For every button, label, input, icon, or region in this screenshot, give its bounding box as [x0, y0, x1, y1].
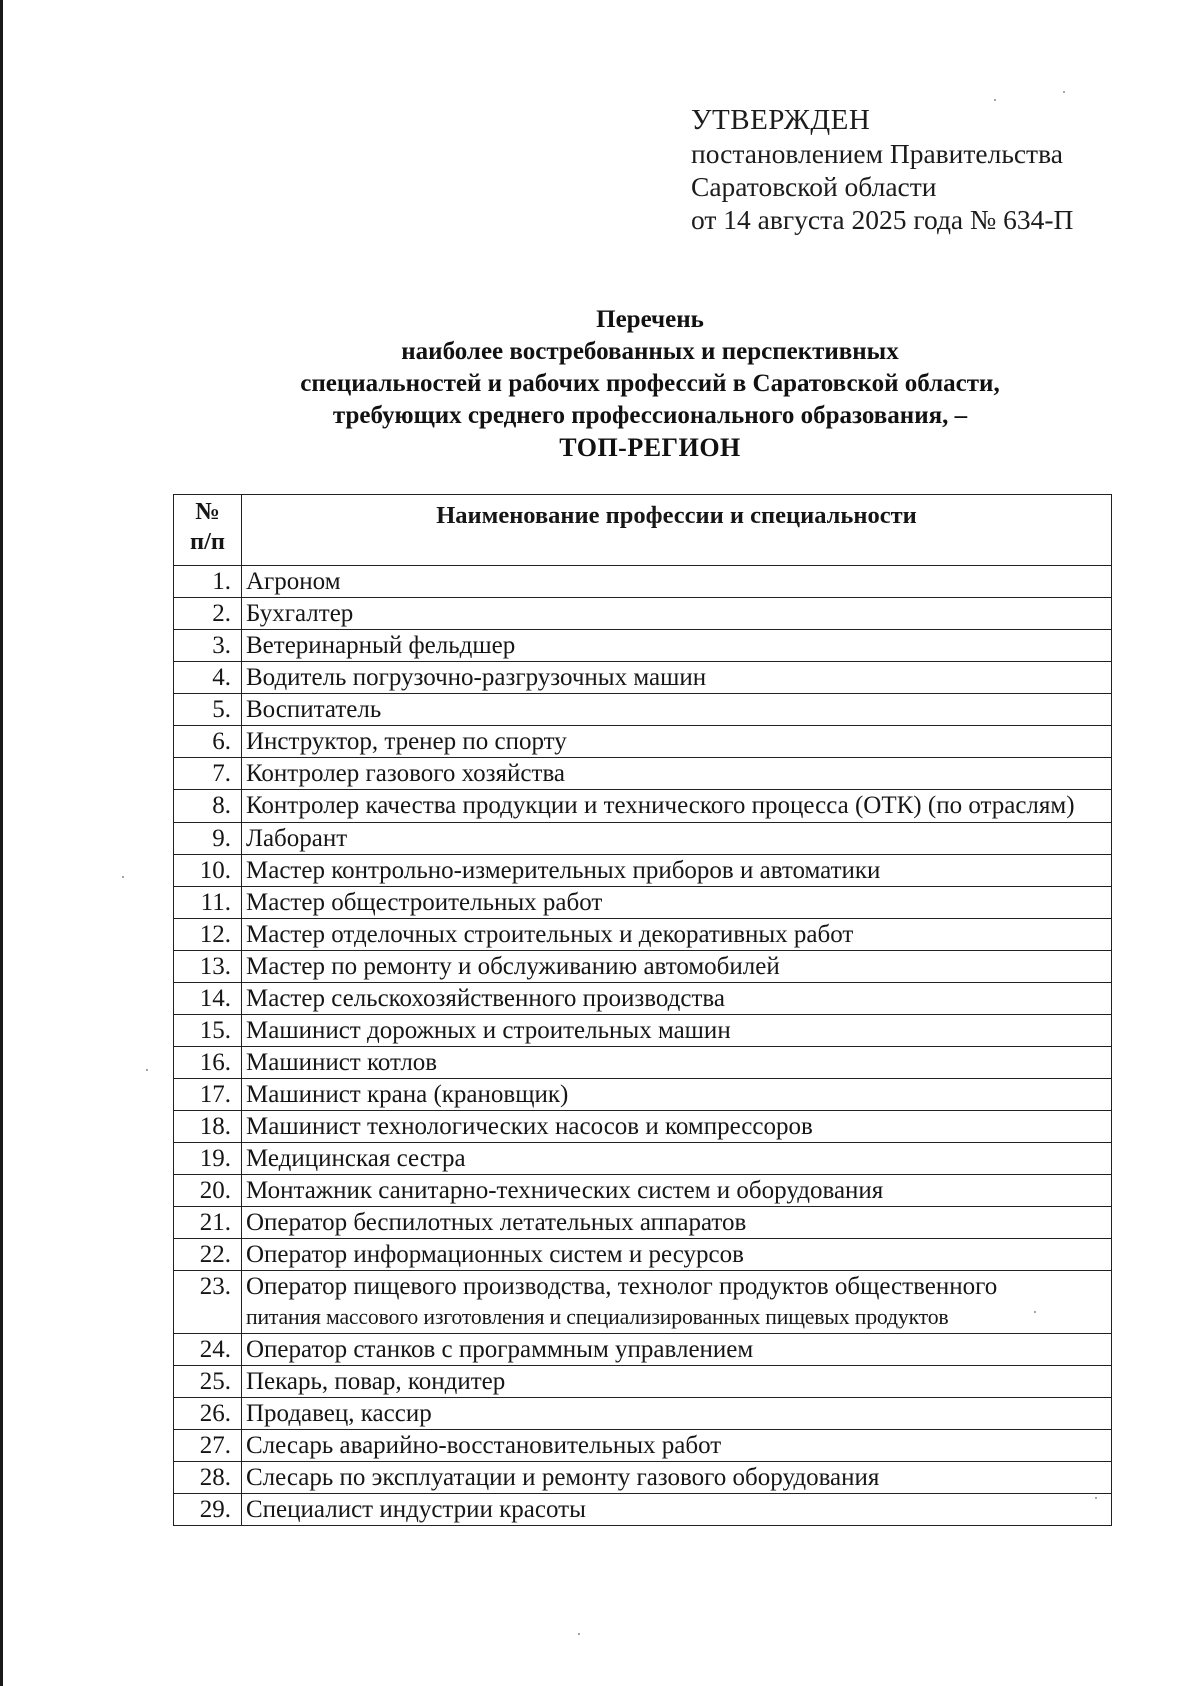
- row-number: 17.: [174, 1079, 242, 1111]
- header-number-cell: [174, 495, 242, 566]
- table-row: [174, 790, 1112, 823]
- title-line: Перечень: [596, 306, 704, 333]
- row-profession: Мастер сельскохозяйственного производства: [242, 983, 1112, 1015]
- scan-edge: [0, 0, 3, 1686]
- row-profession: Специалист индустрии красоты: [242, 1494, 1112, 1526]
- table-row: [174, 1271, 1112, 1334]
- table-row: [174, 951, 1112, 983]
- row-number: 9.: [174, 823, 242, 855]
- row-number: 20.: [174, 1175, 242, 1207]
- row-profession: Оператор беспилотных летательных аппаратов: [242, 1207, 1112, 1239]
- row-number: 10.: [174, 855, 242, 887]
- table-row: [174, 758, 1112, 790]
- row-profession: Мастер общестроительных работ: [242, 887, 1112, 919]
- scan-speck: [122, 876, 124, 878]
- scan-speck: [994, 99, 996, 101]
- table-row: [174, 1079, 1112, 1111]
- table-row: [174, 1462, 1112, 1494]
- table-row: [174, 1015, 1112, 1047]
- approval-date-line: от 14 августа 2025 года № 634-П: [691, 204, 1074, 235]
- row-number: 23.: [174, 1271, 242, 1334]
- row-profession: Мастер отделочных строительных и декоративных работ: [242, 919, 1112, 951]
- title-line: требующих среднего профессионального образования, –: [332, 402, 968, 429]
- table-row: [174, 919, 1112, 951]
- table-row: [174, 1398, 1112, 1430]
- approval-line: Саратовской области: [691, 171, 937, 202]
- row-profession: Слесарь аварийно-восстановительных работ: [242, 1430, 1112, 1462]
- table-row: [174, 1366, 1112, 1398]
- document-title: [150, 304, 1150, 464]
- approval-stamp: [691, 104, 1073, 236]
- row-number: 5.: [174, 694, 242, 726]
- table-row: [174, 1143, 1112, 1175]
- row-profession: Медицинская сестра: [242, 1143, 1112, 1175]
- row-number: 25.: [174, 1366, 242, 1398]
- table-row: [174, 855, 1112, 887]
- row-profession: Мастер по ремонту и обслуживанию автомобилей: [242, 951, 1112, 983]
- table-row: [174, 1175, 1112, 1207]
- scan-speck: [1063, 91, 1065, 93]
- table-row: [174, 630, 1112, 662]
- row-profession: Контролер качества продукции и технического процесса (ОТК) (по отраслям): [242, 790, 1112, 823]
- scan-speck: [578, 1633, 580, 1635]
- table-row: [174, 1207, 1112, 1239]
- row-profession: Продавец, кассир: [242, 1398, 1112, 1430]
- row-number: 18.: [174, 1111, 242, 1143]
- row-number: 24.: [174, 1334, 242, 1366]
- row-number: 21.: [174, 1207, 242, 1239]
- row-number: 1.: [174, 566, 242, 598]
- title-line: наиболее востребованных и перспективных: [401, 338, 899, 365]
- row-number: 3.: [174, 630, 242, 662]
- table-row: [174, 1239, 1112, 1271]
- row-number: 16.: [174, 1047, 242, 1079]
- table-row: [174, 1430, 1112, 1462]
- row-number: 6.: [174, 726, 242, 758]
- row-profession: Воспитатель: [242, 694, 1112, 726]
- row-number: 8.: [174, 790, 242, 823]
- table-row: [174, 1494, 1112, 1526]
- row-profession: Инструктор, тренер по спорту: [242, 726, 1112, 758]
- row-profession: Агроном: [242, 566, 1112, 598]
- row-number: 12.: [174, 919, 242, 951]
- row-profession: Машинист технологических насосов и компрессоров: [242, 1111, 1112, 1143]
- row-number: 15.: [174, 1015, 242, 1047]
- scan-speck: [1034, 1311, 1036, 1313]
- table-row: [174, 823, 1112, 855]
- row-number: 26.: [174, 1398, 242, 1430]
- table-row: [174, 566, 1112, 598]
- row-number: 7.: [174, 758, 242, 790]
- row-profession: Мастер контрольно-измерительных приборов и автоматики: [242, 855, 1112, 887]
- row-number: 28.: [174, 1462, 242, 1494]
- row-number: 22.: [174, 1239, 242, 1271]
- table-row: [174, 598, 1112, 630]
- scan-speck: [146, 1069, 148, 1071]
- table-row: [174, 726, 1112, 758]
- table-row: [174, 694, 1112, 726]
- row-profession: Монтажник санитарно-технических систем и оборудования: [242, 1175, 1112, 1207]
- row-profession: Оператор информационных систем и ресурсов: [242, 1239, 1112, 1271]
- professions-table: [173, 494, 1112, 1526]
- row-profession: Слесарь по эксплуатации и ремонту газового оборудования: [242, 1462, 1112, 1494]
- table-row: [174, 983, 1112, 1015]
- scan-speck: [1095, 1497, 1097, 1499]
- table-row: [174, 662, 1112, 694]
- row-profession-line: Оператор пищевого производства, технолог продуктов общественного: [246, 1273, 998, 1300]
- table-header-row: [174, 495, 1112, 566]
- row-number: 19.: [174, 1143, 242, 1175]
- row-profession: Оператор станков с программным управлением: [242, 1334, 1112, 1366]
- approval-heading: УТВЕРЖДЕН: [691, 104, 871, 136]
- table-row: [174, 1047, 1112, 1079]
- row-profession: Лаборант: [242, 823, 1112, 855]
- title-line: ТОП-РЕГИОН: [559, 433, 741, 462]
- row-number: 14.: [174, 983, 242, 1015]
- row-profession: Машинист крана (крановщик): [242, 1079, 1112, 1111]
- row-number: 4.: [174, 662, 242, 694]
- table-row: [174, 1334, 1112, 1366]
- row-profession: Пекарь, повар, кондитер: [242, 1366, 1112, 1398]
- table-row: [174, 1111, 1112, 1143]
- row-number: 2.: [174, 598, 242, 630]
- approval-line: постановлением Правительства: [691, 138, 1063, 169]
- table-row: [174, 887, 1112, 919]
- row-number: 27.: [174, 1430, 242, 1462]
- header-name-cell: Наименование профессии и специальности: [242, 495, 1112, 566]
- row-profession: Машинист дорожных и строительных машин: [242, 1015, 1112, 1047]
- row-profession: Водитель погрузочно-разгрузочных машин: [242, 662, 1112, 694]
- header-number-abbr: п/п: [189, 528, 226, 555]
- row-profession-line: питания массового изготовления и специализированных пищевых продуктов: [246, 1305, 949, 1329]
- row-number: 11.: [174, 887, 242, 919]
- row-profession: Контролер газового хозяйства: [242, 758, 1112, 790]
- row-profession: Ветеринарный фельдшер: [242, 630, 1112, 662]
- row-profession: Машинист котлов: [242, 1047, 1112, 1079]
- row-number: 29.: [174, 1494, 242, 1526]
- row-profession: [242, 1271, 1112, 1334]
- title-line: специальностей и рабочих профессий в Саратовской области,: [300, 370, 1000, 397]
- row-number: 13.: [174, 951, 242, 983]
- header-number-symbol: №: [195, 498, 220, 525]
- row-profession: Бухгалтер: [242, 598, 1112, 630]
